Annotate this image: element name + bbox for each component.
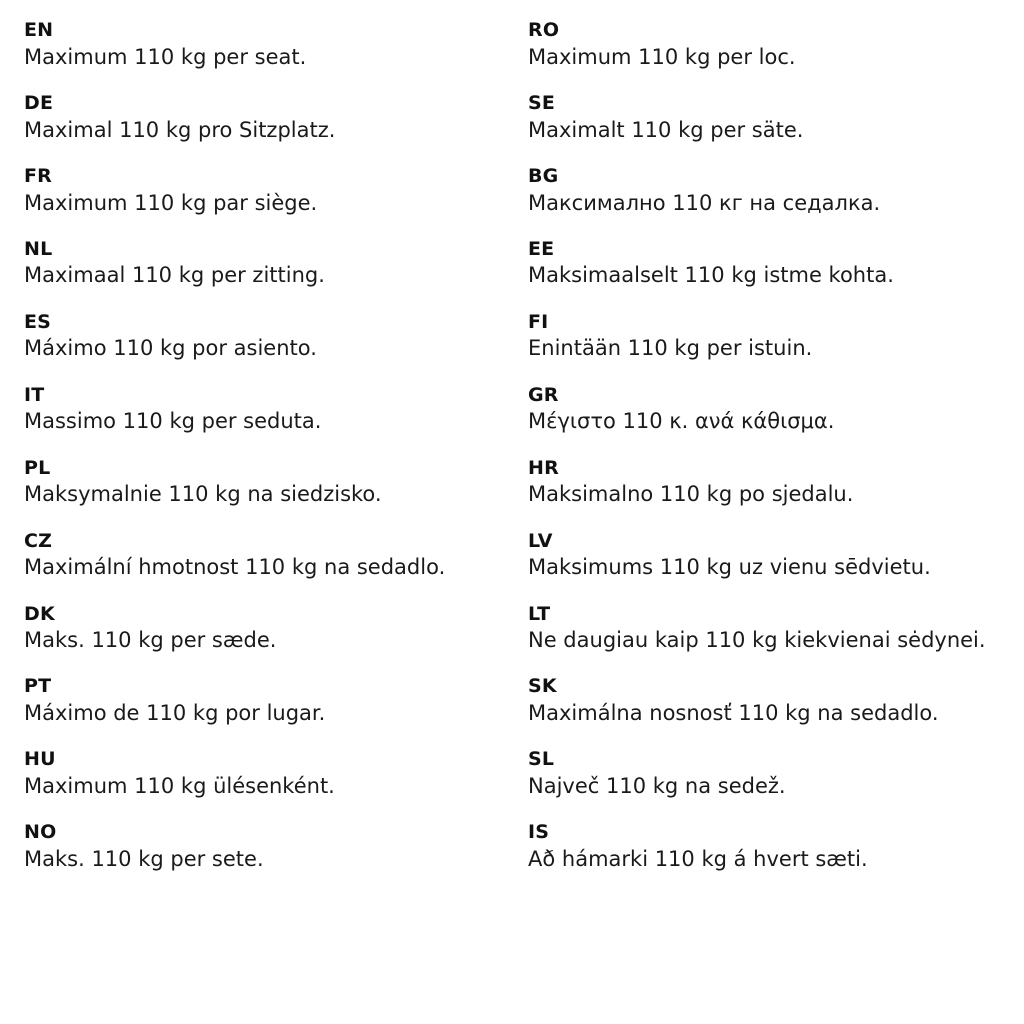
language-entry [24,602,488,655]
language-column-left [24,18,512,873]
language-text: Μέγιστο 110 κ. ανά κάθισμα. [528,409,835,434]
language-text: Maks. 110 kg per sete. [24,846,264,871]
language-text: Maksymalnie 110 kg na siedzisko. [24,482,382,507]
language-entry [528,674,1000,727]
language-code: LV [528,529,553,552]
language-entry [24,164,488,217]
language-text: Máximo de 110 kg por lugar. [24,701,326,726]
language-code: HR [528,456,559,479]
language-code: HU [24,748,56,771]
language-entry [24,310,488,363]
language-entry [24,18,488,71]
language-code: IT [24,383,45,406]
language-code: LT [528,602,551,625]
language-code: SK [528,675,557,698]
language-entry [528,164,1000,217]
language-entry [24,747,488,800]
language-code: NL [24,237,53,260]
language-text: Maksimums 110 kg uz vienu sēdvietu. [528,555,931,580]
language-entry [24,529,488,582]
language-code: IS [528,821,550,844]
language-code: PL [24,456,51,479]
language-text: Að hámarki 110 kg á hvert sæti. [528,846,868,871]
language-text: Maximum 110 kg per loc. [528,44,796,69]
language-entry [528,18,1000,71]
language-code: SE [528,91,556,114]
language-text: Maksimalno 110 kg po sjedalu. [528,482,854,507]
language-code: NO [24,821,57,844]
language-code: BG [528,164,559,187]
language-text: Maksimaalselt 110 kg istme kohta. [528,263,894,288]
language-text: Maximálna nosnosť 110 kg na sedadlo. [528,701,939,726]
language-entry [24,383,488,436]
language-entry [528,91,1000,144]
language-entry [528,456,1000,509]
language-code: GR [528,383,559,406]
language-column-right [512,18,1000,873]
language-code: EE [528,237,555,260]
language-entry [528,310,1000,363]
language-code: FR [24,164,53,187]
language-code: SL [528,748,555,771]
language-code: PT [24,675,52,698]
language-text: Maximální hmotnost 110 kg na sedadlo. [24,555,446,580]
language-text: Maximum 110 kg par siège. [24,190,318,215]
language-entry [24,674,488,727]
language-code: CZ [24,529,53,552]
language-entry [528,602,1000,655]
language-entry [528,383,1000,436]
language-text: Enintään 110 kg per istuin. [528,336,813,361]
language-entry [24,456,488,509]
language-entry [24,237,488,290]
language-code: DK [24,602,55,625]
language-entry [528,237,1000,290]
language-text: Ne daugiau kaip 110 kg kiekvienai sėdynei. [528,628,986,653]
language-text: Maximum 110 kg ülésenként. [24,774,335,799]
language-code: FI [528,310,549,333]
language-code: EN [24,19,54,41]
language-code: DE [24,91,54,114]
language-entry [528,529,1000,582]
language-text: Massimo 110 kg per seduta. [24,409,322,434]
language-text: Maximaal 110 kg per zitting. [24,263,325,288]
language-code: ES [24,310,52,333]
language-text: Največ 110 kg na sedež. [528,774,786,799]
language-text: Maks. 110 kg per sæde. [24,628,277,653]
language-entry [528,820,1000,873]
language-entry [24,91,488,144]
language-text: Maximalt 110 kg per säte. [528,117,804,142]
language-text: Maximal 110 kg pro Sitzplatz. [24,117,336,142]
language-text: Maximum 110 kg per seat. [24,44,307,69]
language-entry [528,747,1000,800]
language-text: Máximo 110 kg por asiento. [24,336,317,361]
language-code: RO [528,19,560,41]
language-entry [24,820,488,873]
language-text: Максимално 110 кг на седалка. [528,190,881,215]
